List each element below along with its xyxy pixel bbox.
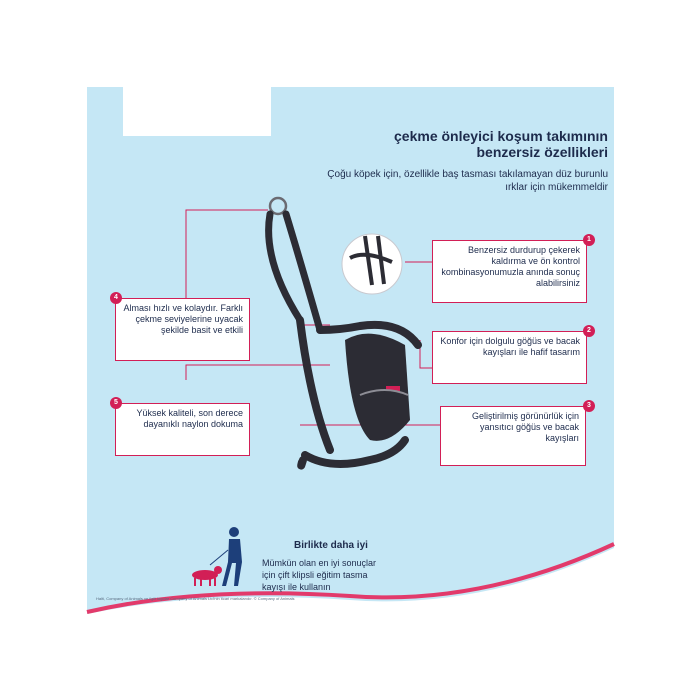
callout-4: Alması hızlı ve kolaydır. Farklı çekme seviyelerine uyacak şekilde basit ve etkili — [115, 298, 250, 361]
page-subtitle: Çoğu köpek için, özellikle baş tasması takılamayan düz burunlu ırklar için mükemmeldir — [327, 169, 608, 193]
footer-text: Mümkün olan en iyi sonuçlar için çift klipsli eğitim tasma kayışı ile kullanın — [262, 558, 377, 592]
fineprint: Halti, Company of Animals ve ilgili logolar Company of Animals Ltd'nin ticari markalarıdır. © Company of Animals — [96, 596, 295, 601]
footer-title: Birlikte daha iyi — [294, 540, 368, 551]
callout-5: Yüksek kaliteli, son derece dayanıklı naylon dokuma — [115, 403, 250, 456]
callout-1-badge: 1 — [583, 234, 595, 246]
callout-3-badge: 3 — [583, 400, 595, 412]
walker-icon — [222, 527, 242, 586]
callout-2-badge: 2 — [583, 325, 595, 337]
callout-3: Geliştirilmiş görünürlük için yansıtıcı göğüs ve bacak kayışları — [440, 406, 586, 466]
callout-1: Benzersiz durdurup çekerek kaldırma ve ön kontrol kombinasyonumuzla anında sonuç alabilirsiniz — [432, 240, 587, 303]
callout-4-badge: 4 — [110, 292, 122, 304]
page-title: çekme önleyici koşum takımının benzersiz özellikleri — [394, 128, 608, 160]
dog-icon — [192, 566, 222, 586]
top-white-tab — [123, 87, 271, 136]
walker-leash — [210, 550, 228, 565]
callout-5-badge: 5 — [110, 397, 122, 409]
callout-2: Konfor için dolgulu göğüs ve bacak kayışları ile hafif tasarım — [432, 331, 587, 384]
